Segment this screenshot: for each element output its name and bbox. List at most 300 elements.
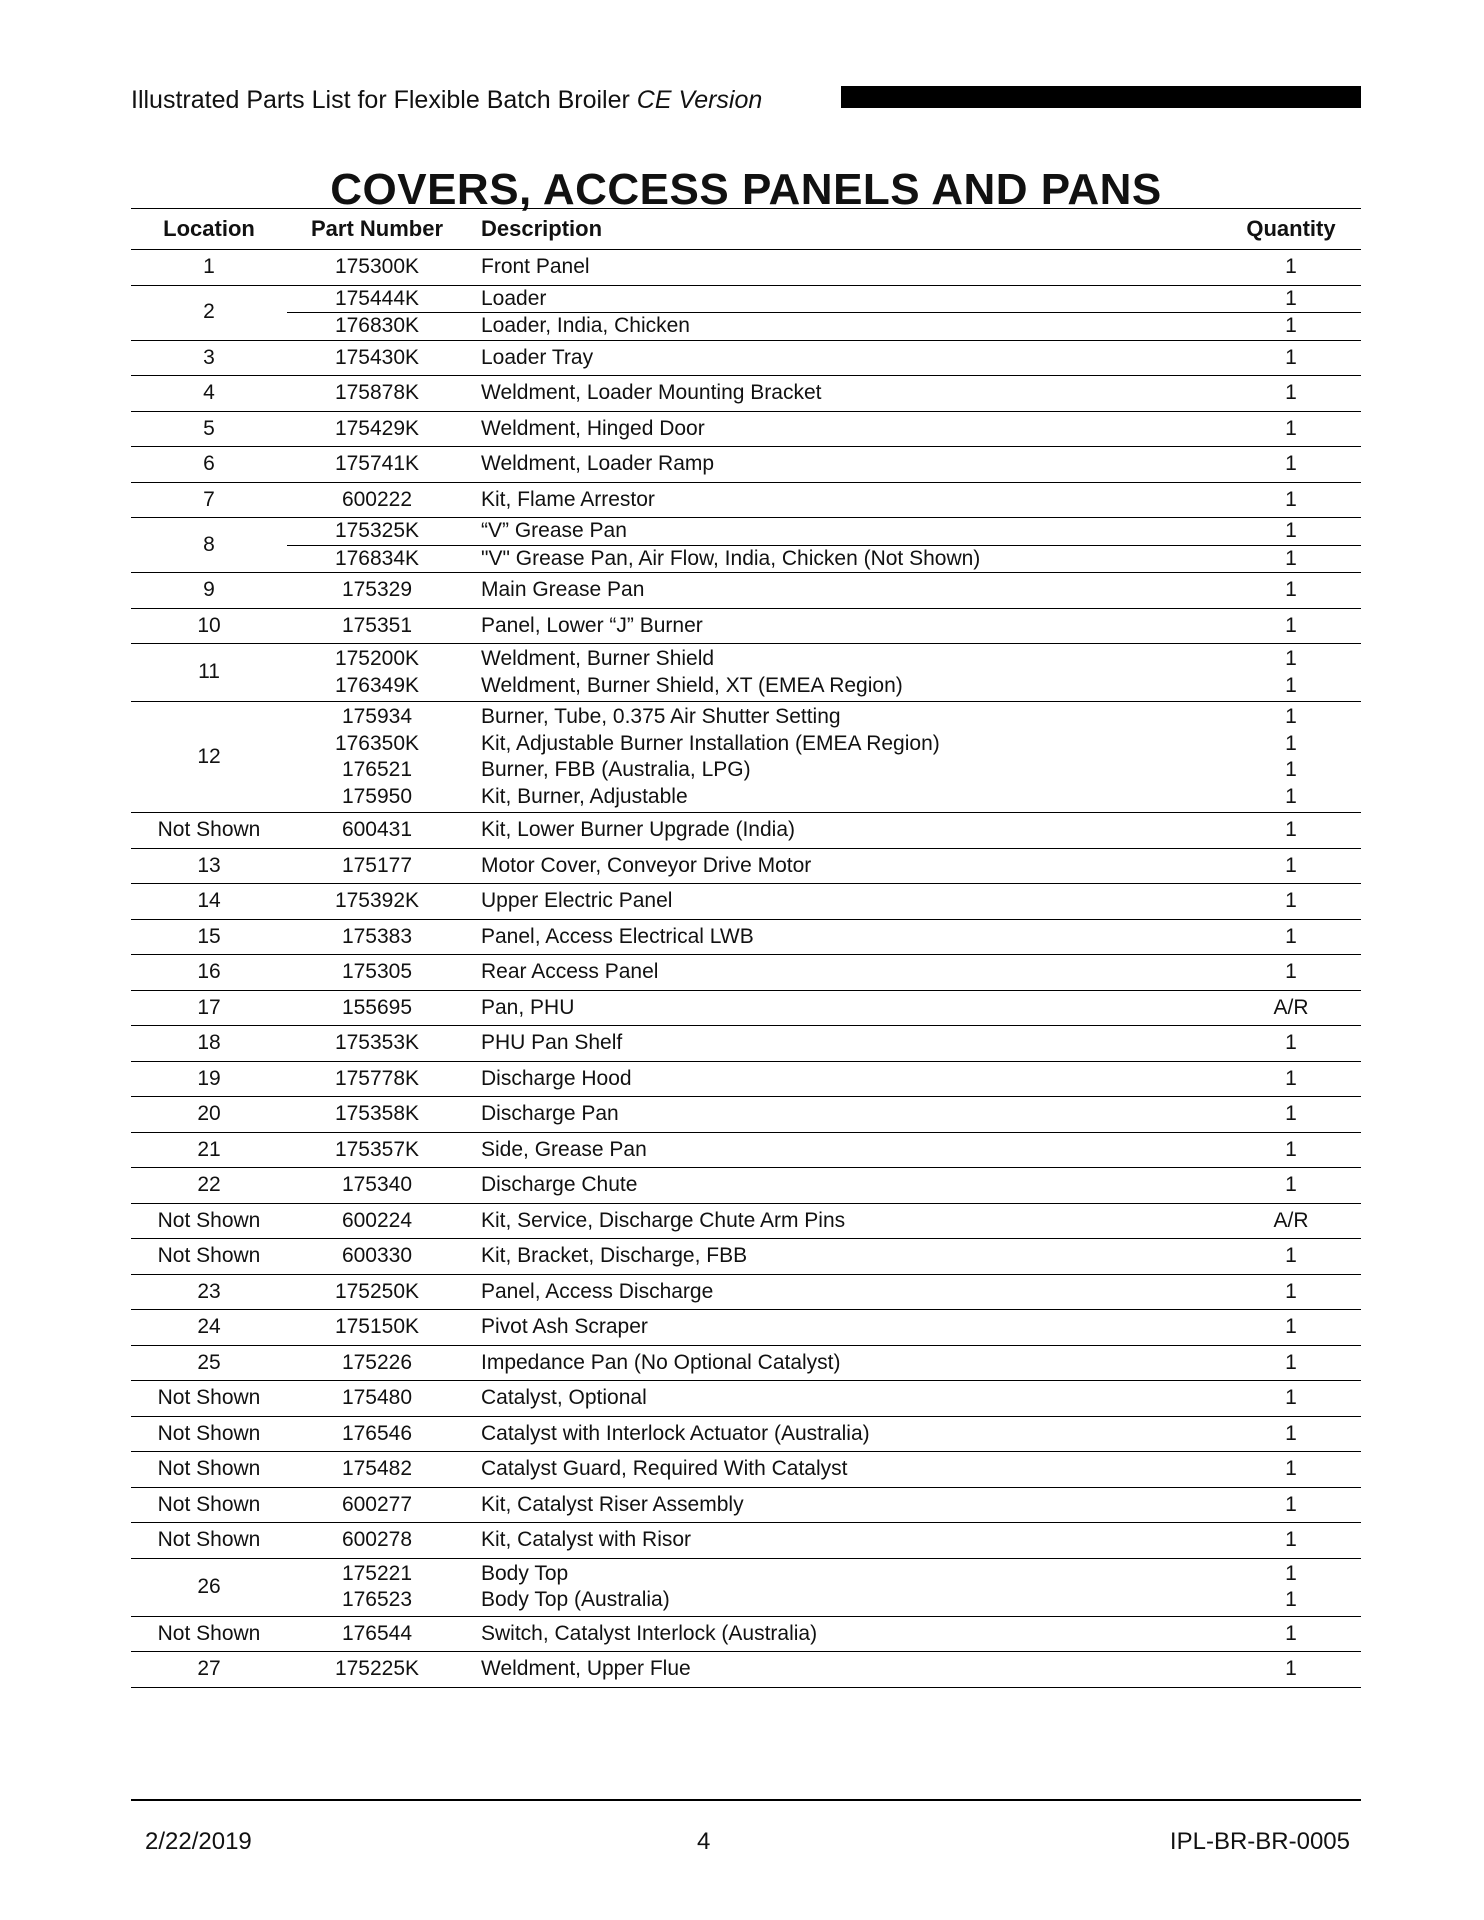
description: Kit, Burner, Adjustable — [481, 784, 688, 808]
description: Pivot Ash Scraper — [481, 1315, 648, 1338]
description: Panel, Lower “J” Burner — [481, 613, 703, 637]
part-number: 175358K — [334, 1102, 420, 1125]
part-number: 175778K — [334, 1066, 420, 1090]
location-cell: Not Shown — [157, 1208, 261, 1232]
description-cell — [467, 813, 1221, 849]
part-number-cell — [287, 340, 467, 376]
quantity: 1 — [1285, 1137, 1297, 1161]
quantity-cell — [1221, 1487, 1361, 1523]
description: Switch, Catalyst Interlock (Australia) — [481, 1621, 818, 1645]
table-row — [131, 545, 1361, 573]
quantity: 1 — [1285, 731, 1297, 755]
description: Discharge Pan — [481, 1102, 619, 1125]
part-number-cell — [287, 955, 467, 991]
quantity-cell — [1221, 1416, 1361, 1452]
part-number: 175305 — [341, 960, 413, 983]
description-cell — [467, 340, 1221, 376]
description-cell: “V” Grease Pan — [467, 518, 1221, 546]
description: Catalyst with Interlock Actuator (Australia) — [481, 1421, 870, 1445]
table-row — [131, 990, 1361, 1026]
part-number-cell — [287, 1168, 467, 1204]
location-cell: Not Shown — [157, 1528, 261, 1551]
description-cell — [467, 1097, 1221, 1133]
quantity-cell — [1221, 1168, 1361, 1204]
table-row — [131, 1558, 1361, 1616]
table-row — [131, 702, 1361, 813]
quantity-cell — [1221, 1061, 1361, 1097]
quantity-cell — [1221, 411, 1361, 447]
location-cell: 5 — [203, 416, 215, 440]
table-row — [131, 644, 1361, 702]
location-cell: 2 — [203, 300, 215, 324]
table-row — [131, 411, 1361, 447]
quantity-cell — [1221, 1345, 1361, 1381]
location-cell: 7 — [203, 487, 215, 511]
quantity-cell — [1221, 1203, 1361, 1239]
description: Panel, Access Discharge — [481, 1279, 714, 1303]
quantity: 1 — [1285, 1315, 1297, 1338]
column-header-description: Description — [467, 209, 1221, 250]
page-title: COVERS, ACCESS PANELS AND PANS — [330, 165, 1162, 214]
part-number: 175392K — [334, 889, 420, 912]
description-cell: Loader — [467, 285, 1221, 313]
location-cell: 6 — [203, 452, 215, 475]
part-number: 175357K — [334, 1137, 420, 1161]
table-row — [131, 813, 1361, 849]
description: PHU Pan Shelf — [481, 1031, 623, 1054]
description: Kit, Service, Discharge Chute Arm Pins — [481, 1208, 846, 1232]
description-cell — [467, 955, 1221, 991]
location-cell: 16 — [197, 960, 221, 983]
location-cell: 21 — [197, 1137, 221, 1161]
description-cell — [467, 990, 1221, 1026]
quantity: 1 — [1285, 487, 1297, 511]
location-cell: 11 — [198, 660, 220, 684]
quantity-cell — [1221, 376, 1361, 412]
part-number-cell — [287, 1616, 467, 1652]
part-number-cell — [287, 813, 467, 849]
part-number: 176349K — [334, 673, 420, 697]
part-number: 175950 — [341, 784, 413, 808]
description-cell — [467, 1523, 1221, 1559]
quantity-cell — [1221, 1452, 1361, 1488]
quantity-cell — [1221, 340, 1361, 376]
header-title-text: Illustrated Parts List for Flexible Batch Broiler — [131, 86, 630, 114]
description: Catalyst Guard, Required With Catalyst — [481, 1457, 848, 1480]
column-header-location: Location — [131, 209, 287, 250]
description: Kit, Flame Arrestor — [481, 487, 655, 511]
quantity: 1 — [1285, 1492, 1297, 1516]
description-cell — [467, 1616, 1221, 1652]
quantity-cell — [1221, 1523, 1361, 1559]
column-header-part-number: Part Number — [287, 209, 467, 250]
quantity: 1 — [1285, 853, 1297, 877]
part-number: 600222 — [341, 487, 413, 511]
quantity: 1 — [1285, 613, 1297, 637]
quantity: A/R — [1273, 995, 1309, 1019]
description-cell — [467, 1203, 1221, 1239]
part-number-cell — [287, 376, 467, 412]
quantity-cell — [1221, 1274, 1361, 1310]
quantity: A/R — [1273, 1208, 1309, 1232]
part-number-cell — [287, 1487, 467, 1523]
table-header-row — [131, 209, 1361, 250]
description-cell — [467, 376, 1221, 412]
part-number-cell — [287, 1239, 467, 1275]
quantity-cell — [1221, 990, 1361, 1026]
part-number-cell — [287, 482, 467, 518]
part-number: 176523 — [341, 1588, 413, 1611]
part-number: 176350K — [334, 731, 420, 755]
quantity: 1 — [1285, 960, 1297, 983]
table-row — [131, 376, 1361, 412]
part-number-cell — [287, 884, 467, 920]
quantity-cell — [1221, 573, 1361, 609]
part-number: 175226 — [341, 1350, 413, 1374]
table-row — [131, 1203, 1361, 1239]
part-number-cell — [287, 1452, 467, 1488]
description-cell — [467, 1168, 1221, 1204]
part-number: 600224 — [341, 1208, 413, 1232]
part-number-cell — [287, 411, 467, 447]
part-number-cell: 176834K — [334, 546, 420, 570]
quantity-cell: 1 — [1221, 285, 1361, 313]
part-number-cell — [287, 447, 467, 483]
description: Main Grease Pan — [481, 578, 645, 601]
part-number-cell — [287, 1381, 467, 1417]
part-number-cell — [287, 644, 467, 702]
part-number: 175430K — [334, 345, 420, 369]
part-number: 175177 — [341, 853, 413, 877]
quantity-cell — [1221, 1239, 1361, 1275]
column-header-quantity: Quantity — [1221, 209, 1361, 250]
description: Discharge Hood — [481, 1066, 632, 1090]
quantity: 1 — [1285, 1350, 1297, 1374]
quantity: 1 — [1285, 818, 1297, 841]
quantity: 1 — [1285, 381, 1297, 404]
table-row — [131, 573, 1361, 609]
parts-table — [131, 208, 1361, 1688]
quantity-cell — [1221, 1652, 1361, 1688]
description-cell — [467, 884, 1221, 920]
quantity: 1 — [1285, 924, 1297, 948]
part-number-cell — [287, 919, 467, 955]
description: Weldment, Burner Shield — [481, 647, 715, 670]
quantity-cell — [1221, 955, 1361, 991]
description: Weldment, Hinged Door — [481, 416, 705, 440]
part-number: 175383 — [341, 924, 413, 948]
description-cell: Loader, India, Chicken — [481, 314, 690, 337]
location-cell: Not Shown — [157, 818, 261, 841]
quantity: 1 — [1285, 1066, 1297, 1090]
quantity: 1 — [1285, 647, 1297, 670]
location-cell: 15 — [197, 924, 221, 948]
part-number-cell — [287, 1310, 467, 1346]
part-number-cell — [287, 1345, 467, 1381]
description: Weldment, Upper Flue — [481, 1657, 691, 1680]
part-number: 175878K — [334, 381, 420, 404]
part-number: 175353K — [334, 1031, 420, 1054]
part-number-cell — [287, 1203, 467, 1239]
quantity: 1 — [1285, 1102, 1297, 1125]
location-cell: Not Shown — [157, 1386, 261, 1409]
quantity: 1 — [1285, 452, 1297, 475]
part-number-cell — [287, 990, 467, 1026]
description-cell — [467, 1381, 1221, 1417]
table-row — [131, 518, 1361, 546]
description: Discharge Chute — [481, 1173, 638, 1196]
part-number-cell — [287, 848, 467, 884]
quantity-cell — [1221, 250, 1361, 286]
description: Burner, FBB (Australia, LPG) — [481, 758, 751, 781]
location-cell: 19 — [197, 1066, 221, 1090]
quantity: 1 — [1285, 1457, 1297, 1480]
part-number: 175250K — [334, 1279, 420, 1303]
part-number: 175225K — [334, 1657, 420, 1680]
description-cell — [467, 1310, 1221, 1346]
table-row — [131, 250, 1361, 286]
quantity-cell — [1221, 919, 1361, 955]
description-cell — [467, 1239, 1221, 1275]
description-cell — [467, 919, 1221, 955]
part-number: 176521 — [341, 758, 413, 781]
quantity-cell — [1221, 1381, 1361, 1417]
part-number-cell — [287, 1097, 467, 1133]
quantity-cell — [1221, 608, 1361, 644]
description: Impedance Pan (No Optional Catalyst) — [481, 1350, 841, 1374]
table-row — [131, 1274, 1361, 1310]
location-cell: 4 — [203, 381, 215, 404]
location-cell: 22 — [197, 1173, 221, 1196]
footer-page-number: 4 — [697, 1828, 711, 1855]
description: Burner, Tube, 0.375 Air Shutter Setting — [481, 705, 841, 728]
part-number: 175482 — [341, 1457, 413, 1480]
description-cell — [467, 482, 1221, 518]
part-number: 600277 — [341, 1492, 413, 1516]
location-cell: Not Shown — [157, 1621, 261, 1645]
description-cell — [467, 702, 1221, 813]
part-number: 175221 — [341, 1561, 413, 1585]
description-cell — [467, 573, 1221, 609]
part-number: 175329 — [341, 578, 413, 601]
part-number: 600330 — [341, 1244, 413, 1267]
description-cell — [467, 411, 1221, 447]
part-number-cell — [287, 702, 467, 813]
table-row — [131, 1452, 1361, 1488]
quantity-cell — [1221, 482, 1361, 518]
part-number: 175300K — [334, 255, 420, 278]
quantity: 1 — [1285, 1031, 1297, 1054]
part-number: 155695 — [341, 995, 413, 1019]
part-number-cell — [287, 573, 467, 609]
table-row — [131, 482, 1361, 518]
table-row — [131, 1616, 1361, 1652]
quantity-cell — [1221, 1097, 1361, 1133]
description: Kit, Catalyst with Risor — [481, 1528, 692, 1551]
quantity-cell — [1221, 884, 1361, 920]
part-number: 175340 — [341, 1173, 413, 1196]
location-cell: 3 — [203, 345, 215, 369]
description-cell — [467, 1132, 1221, 1168]
quantity: 1 — [1285, 673, 1297, 697]
part-number: 176544 — [341, 1621, 413, 1645]
location-cell: Not Shown — [157, 1244, 261, 1267]
table-row — [131, 1381, 1361, 1417]
page-header — [131, 82, 1361, 118]
description: Kit, Catalyst Riser Assembly — [481, 1492, 744, 1516]
location-cell: 1 — [203, 255, 215, 278]
description: Body Top (Australia) — [481, 1588, 670, 1611]
header-version: CE Version — [636, 86, 763, 114]
location-cell: 17 — [197, 995, 221, 1019]
description-cell — [467, 1416, 1221, 1452]
table-row — [131, 340, 1361, 376]
description: Kit, Lower Burner Upgrade (India) — [481, 818, 795, 841]
location-cell: Not Shown — [157, 1457, 261, 1480]
quantity: 1 — [1285, 1421, 1297, 1445]
quantity: 1 — [1285, 1561, 1297, 1585]
quantity: 1 — [1285, 889, 1297, 912]
description-cell — [467, 1487, 1221, 1523]
location-cell: 26 — [197, 1574, 221, 1598]
location-cell: 12 — [197, 744, 221, 768]
quantity-cell: 1 — [1285, 314, 1297, 337]
quantity: 1 — [1285, 758, 1297, 781]
location-cell: 27 — [197, 1657, 221, 1680]
quantity: 1 — [1285, 416, 1297, 440]
table-row — [131, 955, 1361, 991]
description: Upper Electric Panel — [481, 889, 673, 912]
part-number: 175150K — [334, 1315, 420, 1338]
table-row — [131, 884, 1361, 920]
quantity-cell — [1221, 702, 1361, 813]
quantity-cell — [1221, 447, 1361, 483]
location-cell: 24 — [197, 1315, 221, 1338]
table-row — [131, 1132, 1361, 1168]
part-number-cell — [287, 1558, 467, 1616]
quantity-cell: 1 — [1285, 546, 1297, 570]
part-number: 175351 — [341, 613, 413, 637]
footer-doc-id: IPL-BR-BR-0005 — [1169, 1828, 1350, 1855]
quantity-cell — [1221, 1558, 1361, 1616]
header-bar — [841, 86, 1361, 108]
description: Weldment, Loader Mounting Bracket — [481, 381, 822, 404]
table-row — [131, 447, 1361, 483]
quantity: 1 — [1285, 345, 1297, 369]
table-row — [131, 919, 1361, 955]
table-row — [131, 1310, 1361, 1346]
location-cell: 10 — [197, 613, 221, 637]
quantity-cell — [1221, 848, 1361, 884]
description-cell — [467, 1452, 1221, 1488]
quantity: 1 — [1285, 784, 1297, 808]
quantity: 1 — [1285, 1657, 1297, 1680]
quantity: 1 — [1285, 1621, 1297, 1645]
part-number: 175429K — [334, 416, 420, 440]
part-number: 600431 — [341, 818, 413, 841]
description: Loader Tray — [481, 345, 594, 369]
page-footer — [145, 1828, 1350, 1858]
table-row — [131, 1416, 1361, 1452]
table-row — [131, 313, 1361, 341]
description-cell — [467, 608, 1221, 644]
part-number: 175200K — [334, 647, 420, 670]
location-cell: 8 — [203, 532, 215, 556]
quantity-cell — [1221, 644, 1361, 702]
description-cell — [467, 1274, 1221, 1310]
part-number-cell — [287, 1523, 467, 1559]
quantity: 1 — [1285, 1244, 1297, 1267]
description: Kit, Adjustable Burner Installation (EMEA Region) — [481, 731, 940, 755]
table-row — [131, 1523, 1361, 1559]
description: Catalyst, Optional — [481, 1386, 647, 1409]
table-row — [131, 848, 1361, 884]
quantity-cell — [1221, 813, 1361, 849]
quantity: 1 — [1285, 705, 1297, 728]
part-number-cell — [287, 1061, 467, 1097]
table-row — [131, 1239, 1361, 1275]
quantity-cell: 1 — [1221, 518, 1361, 546]
footer-rule — [131, 1799, 1361, 1801]
part-number: 175934 — [341, 705, 413, 728]
description-cell — [467, 250, 1221, 286]
description-cell — [467, 848, 1221, 884]
quantity: 1 — [1285, 1279, 1297, 1303]
description: Side, Grease Pan — [481, 1137, 647, 1161]
table-row — [131, 1026, 1361, 1062]
part-number: 175741K — [334, 452, 420, 475]
location-cell: 20 — [197, 1102, 221, 1125]
location-cell: 23 — [197, 1279, 221, 1303]
quantity-cell — [1221, 1310, 1361, 1346]
location-cell: Not Shown — [157, 1421, 261, 1445]
part-number-cell — [287, 1652, 467, 1688]
quantity: 1 — [1285, 1173, 1297, 1196]
description: Rear Access Panel — [481, 960, 659, 983]
location-cell: 14 — [197, 889, 221, 912]
part-number-cell — [287, 250, 467, 286]
description-cell — [467, 1026, 1221, 1062]
description: Body Top — [481, 1561, 569, 1585]
part-number-cell: 176830K — [334, 314, 420, 337]
table-row — [131, 608, 1361, 644]
parts-table-body — [131, 250, 1361, 1688]
quantity: 1 — [1285, 578, 1297, 601]
part-number: 600278 — [341, 1528, 413, 1551]
description: Motor Cover, Conveyor Drive Motor — [481, 853, 812, 877]
location-cell: 18 — [197, 1031, 221, 1054]
part-number-cell — [287, 1416, 467, 1452]
quantity: 1 — [1285, 255, 1297, 278]
location-cell: 13 — [197, 853, 221, 877]
description: Weldment, Burner Shield, XT (EMEA Region) — [481, 673, 903, 697]
part-number-cell — [287, 1026, 467, 1062]
quantity-cell — [1221, 1026, 1361, 1062]
quantity-cell — [1221, 1616, 1361, 1652]
table-row — [131, 1487, 1361, 1523]
description-cell — [467, 1558, 1221, 1616]
part-number-cell — [287, 1132, 467, 1168]
location-cell: Not Shown — [157, 1492, 261, 1516]
quantity: 1 — [1285, 1386, 1297, 1409]
part-number-cell — [287, 1274, 467, 1310]
description-cell: "V" Grease Pan, Air Flow, India, Chicken (Not Shown) — [481, 546, 981, 570]
table-row — [131, 1097, 1361, 1133]
description: Kit, Bracket, Discharge, FBB — [481, 1244, 748, 1267]
table-row — [131, 1345, 1361, 1381]
description-cell — [467, 1652, 1221, 1688]
part-number: 176546 — [341, 1421, 413, 1445]
